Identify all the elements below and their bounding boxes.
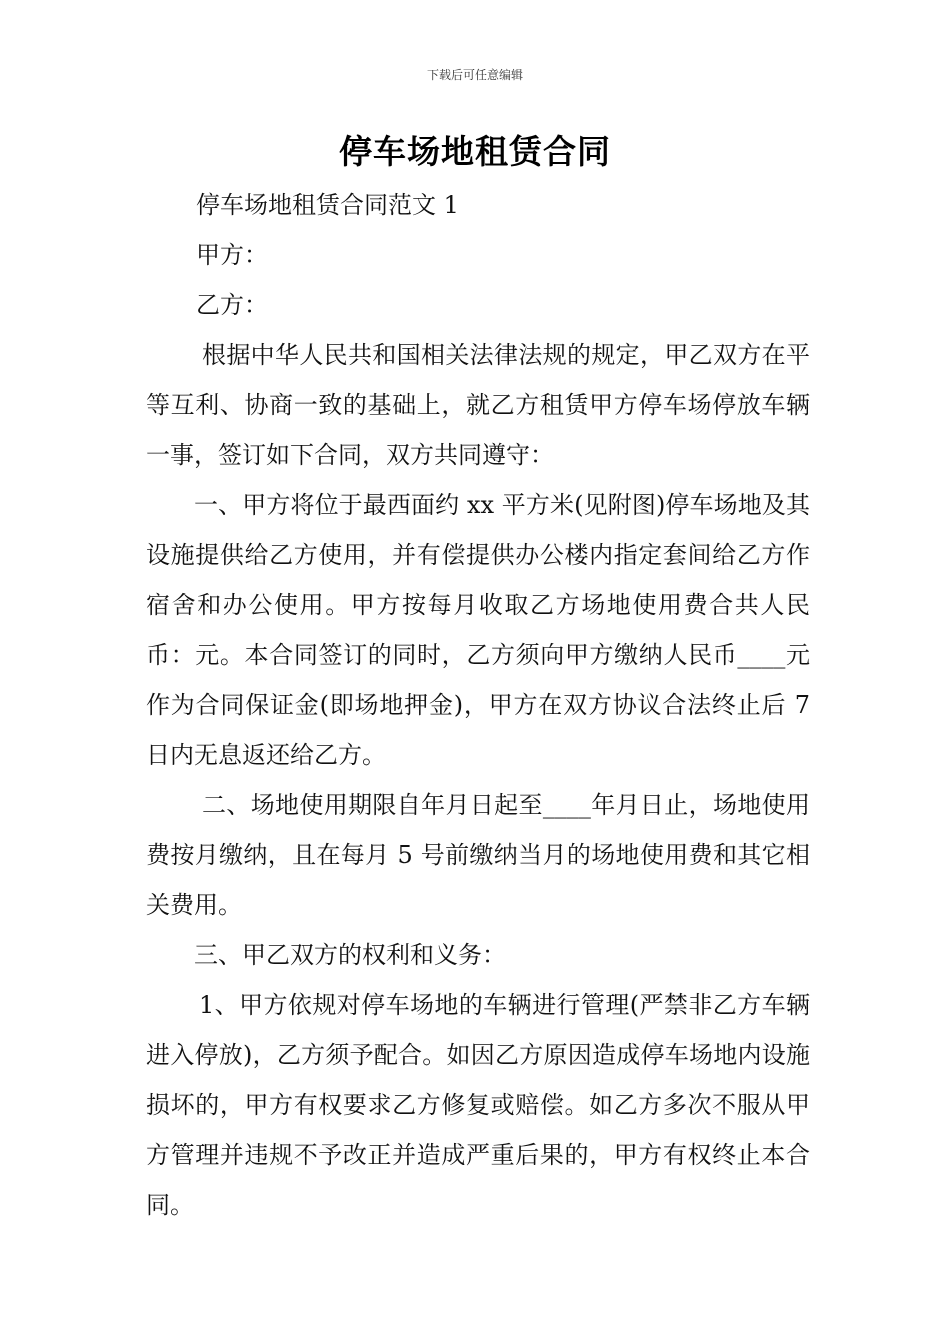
paragraph-clause-1: 一、甲方将位于最西面约 xx 平方米(见附图)停车场地及其设施提供给乙方使用，并有偿提供办公楼内指定套间给乙方作宿舍和办公使用。甲方按每月收取乙方场地使用费合共人民币：元。本合同签订的同时，乙方须向甲方缴纳人民币____元作为合同保证金(即场地押金)，甲方在双方协议合法终止后 7 日内无息返还给乙方。: [146, 491, 810, 769]
party-a-line: 甲方：: [196, 241, 268, 269]
document-title: 停车场地租赁合同: [339, 132, 611, 171]
document-subtitle: 停车场地租赁合同范文 1: [196, 191, 459, 219]
paragraph-clause-3: 三、甲乙双方的权利和义务：: [194, 941, 506, 969]
paragraph-preamble: 根据中华人民共和国相关法律法规的规定，甲乙双方在平等互利、协商一致的基础上，就乙方租赁甲方停车场停放车辆一事，签订如下合同，双方共同遵守：: [146, 341, 810, 469]
document-body: [146, 180, 810, 1230]
header-note: 下载后可任意编辑: [426, 68, 523, 82]
party-b-line: 乙方：: [196, 291, 268, 319]
paragraph-clause-3-1: 1、甲方依规对停车场地的车辆进行管理(严禁非乙方车辆进入停放)，乙方须予配合。如因乙方原因造成停车场地内设施损坏的，甲方有权要求乙方修复或赔偿。如乙方多次不服从甲方管理并违规不予改正并造成严重后果的，甲方有权终止本合同。: [146, 991, 810, 1219]
paragraph-clause-2: 二、场地使用期限自年月日起至____年月日止，场地使用费按月缴纳，且在每月 5 号前缴纳当月的场地使用费和其它相关费用。: [146, 791, 810, 919]
